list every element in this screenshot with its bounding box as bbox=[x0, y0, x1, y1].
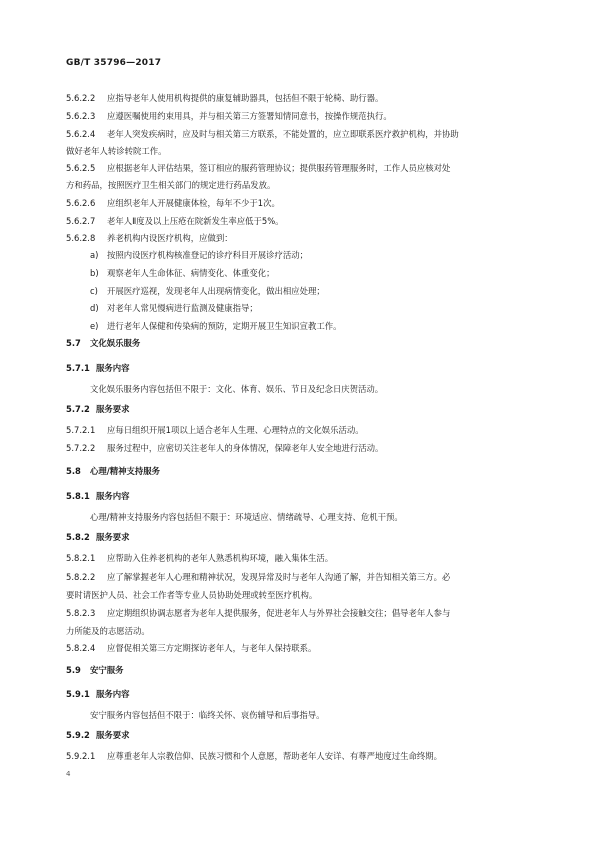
section-number: 5.7.1 bbox=[66, 363, 90, 373]
section-number: 5.8.1 bbox=[66, 491, 90, 501]
clause-text: 进行老年人保健和传染病的预防，定期开展卫生知识宣教工作。 bbox=[107, 321, 342, 331]
clause-number: 5.6.2.4 bbox=[66, 129, 96, 139]
clause-text: 应尊重老年人宗教信仰、民族习惯和个人意愿，帮助老年人安详、有尊严地度过生命终期。 bbox=[107, 751, 442, 761]
section-heading: 文化娱乐服务 bbox=[90, 338, 141, 348]
clause-text: 应了解掌握老年人心理和精神状况，发现异常及时与老年人沟通了解，并告知相关第三方。必 bbox=[107, 572, 451, 582]
clause-text: 养老机构内设医疗机构，应做到： bbox=[107, 233, 233, 243]
clause-number: 5.8.2.3 bbox=[66, 608, 96, 618]
clause-text: 服务过程中，应密切关注老年人的身体情况，保障老年人安全地进行活动。 bbox=[107, 443, 384, 453]
section-heading: 服务要求 bbox=[96, 532, 130, 542]
clause-text: 做好老年人转诊转院工作。 bbox=[66, 146, 167, 156]
page-number: 4 bbox=[66, 770, 71, 778]
clause-text: 对老年人常见慢病进行监测及健康指导； bbox=[107, 303, 258, 313]
clause-number: 5.8.2.4 bbox=[66, 643, 96, 653]
clause-text: 老年人突发疾病时，应及时与相关第三方联系，不能处置的，应立即联系医疗救护机构，并协助 bbox=[107, 129, 459, 139]
clause-text: 应根据老年人评估结果，签订相应的服药管理协议；提供服药管理服务时，工作人员应核对处 bbox=[107, 163, 451, 173]
clause-text: 应组织老年人开展健康体检，每年不少于1次。 bbox=[107, 198, 280, 208]
section-number: 5.9 bbox=[66, 665, 81, 675]
clause-text: 应遵医嘱使用约束用具，并与相关第三方签署知情同意书，按操作规范执行。 bbox=[107, 111, 392, 121]
clause-number: 5.7.2.2 bbox=[66, 443, 96, 453]
clause-number: c) bbox=[90, 286, 98, 296]
standard-number: GB/T 35796—2017 bbox=[66, 58, 162, 68]
clause-number: 5.7.2.1 bbox=[66, 425, 96, 435]
clause-number: e) bbox=[90, 321, 99, 331]
section-heading: 安宁服务 bbox=[90, 665, 124, 675]
section-number: 5.7.2 bbox=[66, 404, 90, 414]
section-heading: 服务要求 bbox=[96, 730, 130, 740]
clause-text: 应帮助入住养老机构的老年人熟悉机构环境，融入集体生活。 bbox=[107, 553, 334, 563]
clause-number: 5.6.2.3 bbox=[66, 111, 96, 121]
clause-number: 5.8.2.1 bbox=[66, 553, 96, 563]
clause-number: 5.6.2.8 bbox=[66, 233, 96, 243]
clause-number: 5.8.2.2 bbox=[66, 572, 96, 582]
clause-number: 5.6.2.2 bbox=[66, 93, 96, 103]
clause-text: 力所能及的志愿活动。 bbox=[66, 626, 150, 636]
clause-text: 应定期组织协调志愿者为老年人提供服务，促进老年人与外界社会接触交往；倡导老年人参与 bbox=[107, 608, 451, 618]
clause-number: 5.6.2.7 bbox=[66, 216, 96, 226]
clause-text: 按照内设医疗机构核准登记的诊疗科目开展诊疗活动； bbox=[107, 250, 308, 260]
section-number: 5.9.2 bbox=[66, 730, 90, 740]
clause-text: 应每日组织开展1项以上适合老年人生理、心理特点的文化娱乐活动。 bbox=[107, 425, 364, 435]
section-heading: 服务内容 bbox=[96, 363, 130, 373]
clause-text: 观察老年人生命体征、病情变化、体重变化； bbox=[107, 268, 275, 278]
clause-number: d) bbox=[90, 303, 99, 313]
clause-text: 文化娱乐服务内容包括但不限于：文化、体育、娱乐、节日及纪念日庆贺活动。 bbox=[90, 384, 384, 394]
section-heading: 心理/精神支持服务 bbox=[90, 466, 161, 476]
clause-text: 心理/精神支持服务内容包括但不限于：环境适应、情绪疏导、心理支持、危机干预。 bbox=[90, 512, 403, 522]
clause-text: 开展医疗巡视，发现老年人出现病情变化，做出相应处理； bbox=[107, 286, 325, 296]
section-number: 5.9.1 bbox=[66, 689, 90, 699]
section-heading: 服务内容 bbox=[96, 491, 130, 501]
clause-number: a) bbox=[90, 250, 99, 260]
clause-number: 5.9.2.1 bbox=[66, 751, 96, 761]
section-heading: 服务内容 bbox=[96, 689, 130, 699]
clause-number: 5.6.2.6 bbox=[66, 198, 96, 208]
clause-text: 要时请医护人员、社会工作者等专业人员协助处理或转至医疗机构。 bbox=[66, 590, 318, 600]
section-heading: 服务要求 bbox=[96, 404, 130, 414]
clause-number: 5.6.2.5 bbox=[66, 163, 96, 173]
section-number: 5.8.2 bbox=[66, 532, 90, 542]
clause-text: 应督促相关第三方定期探访老年人，与老年人保持联系。 bbox=[107, 643, 317, 653]
section-number: 5.8 bbox=[66, 466, 81, 476]
clause-text: 安宁服务内容包括但不限于：临终关怀、哀伤辅导和后事指导。 bbox=[90, 710, 325, 720]
clause-number: b) bbox=[90, 268, 99, 278]
section-number: 5.7 bbox=[66, 338, 81, 348]
clause-text: 应指导老年人使用机构提供的康复辅助器具，包括但不限于轮椅、助行器。 bbox=[107, 93, 384, 103]
clause-text: 方和药品，按照医疗卫生相关部门的规定进行药品发放。 bbox=[66, 180, 276, 190]
clause-text: 老年人Ⅱ度及以上压疮在院新发生率应低于5%。 bbox=[107, 216, 284, 226]
